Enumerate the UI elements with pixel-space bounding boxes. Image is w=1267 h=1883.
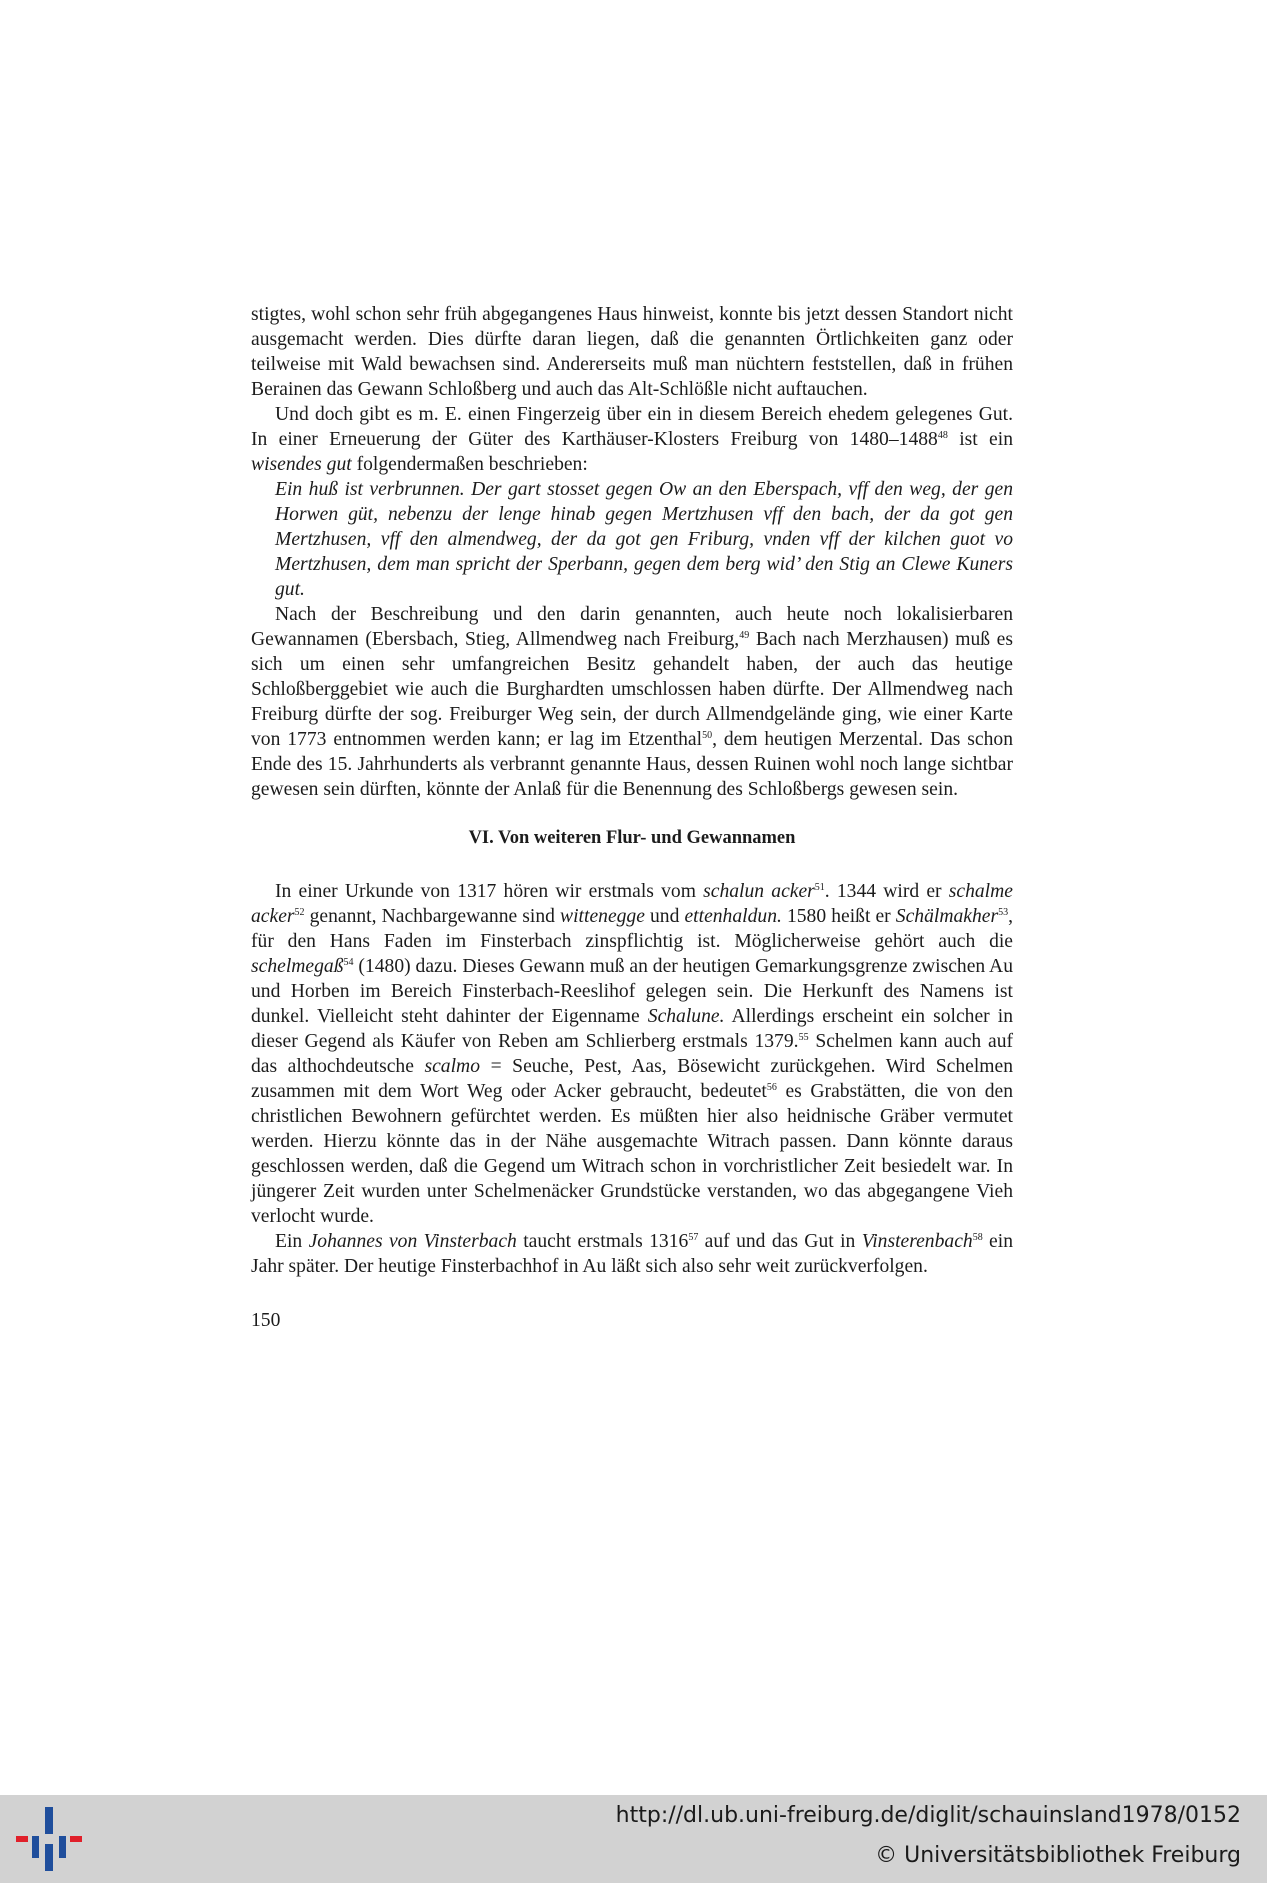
document-page	[251, 302, 1013, 1333]
paragraph-3: Nach der Beschreibung und den darin genannten, auch heute noch lokalisierbaren Gewannamen (Ebersbach, Stieg, Allmendweg nach Freiburg,$^{49}$ Bach nach Merzhausen) muß es sich um einen sehr umfangreichen Besitz gehandelt haben, der auch das heutige Schloßberggebiet wie auch die Burghardten umschlossen haben dürfte. Der Allmendweg nach Freiburg dürfte der sog. Freiburger Weg sein, der durch Allmendgelände ging, wie einer Karte von 1773 entnommen werden kann; er lag im Etzenthal$^{50}$, dem heutigen Merzental. Das schon Ende des 15. Jahrhunderts als verbrannt genannte Haus, dessen Ruinen wohl noch lange sichtbar gewesen sein dürften, könnte der Anlaß für die Benennung des Schloßbergs gewesen sein.	[251, 604, 1014, 800]
footnote-ref: 54	[343, 957, 354, 968]
footer-bar	[0, 1795, 1267, 1883]
quotation: Ein huß ist verbrunnen. Der gart stosset gegen Ow an den Eberspach, vff den weg, der gen Horwen güt, nebenzu der lenge hinab gegen Mertzhusen vff den bach, der da got gen Mertzhusen, vff den almendweg, der da got gen Friburg, vnden vff der kilchen guot vo Mertzhusen, dem man spricht der Sperbann, gegen dem berg wid’ den Stig an Clewe Kuners gut.	[275, 479, 1013, 600]
permalink-link[interactable]: http://dl.ub.uni-freiburg.de/diglit/schauinsland1978/0152	[615, 1803, 1241, 1828]
section-heading: VI. Von weiteren Flur- und Gewannamen	[468, 828, 796, 848]
footnote-ref: 58	[972, 1232, 983, 1243]
paragraph-1: stigtes, wohl schon sehr früh abgegangenes Haus hinweist, konnte bis jetzt dessen Standort nicht ausgemacht werden. Dies dürfte daran liegen, daß die genannten Örtlichkeiten ganz oder teilweise mit Wald bewachsen sind. Andererseits muß man nüchtern feststellen, daß in frühen Berainen das Gewann Schloßberg und auch das Alt-Schlößle nicht auftauchen.	[251, 304, 1013, 400]
footnote-ref: 51	[814, 882, 825, 893]
paragraph-2: Und doch gibt es m. E. einen Fingerzeig über ein in diesem Bereich ehedem gelegenes Gut. In einer Erneuerung der Güter des Karthäuser-Klosters Freiburg von 1480–1488$^{48}$ ist ein wisendes gut folgendermaßen beschrieben:	[251, 404, 1013, 475]
footnote-ref: 57	[688, 1232, 699, 1243]
library-logo-icon	[16, 1807, 82, 1871]
footnote-ref: 52	[294, 907, 305, 918]
paragraph-4: In einer Urkunde von 1317 hören wir erstmals vom schalun acker$^{51}$. 1344 wird er schalme acker$^{52}$ genannt, Nachbargewanne sind wittenegge und ettenhaldun. 1580 heißt er Schälmakher$^{53}$, für den Hans Faden im Finsterbach zinspflichtig ist. Möglicherweise gehört auch die schelmegaß$^{54}$ (1480) dazu. Dieses Gewann muß an der heutigen Gemarkungsgrenze zwischen Au und Horben im Bereich Finsterbach-Reeslihof gelegen sein. Die Herkunft des Namens ist dunkel. Vielleicht steht dahinter der Eigenname Schalune. Allerdings erscheint ein solcher in dieser Gegend als Käufer von Reben am Schlierberg erstmals 1379.55 Schelmen kann auch auf das althochdeutsche scalmo = Seuche, Pest, Aas, Bösewicht zurückgehen. Wird Schelmen zusammen mit dem Wort Weg oder Acker gebraucht, bedeutet$^{56}$ es Grabstätten, die von den christlichen Bewohnern gefürchtet werden. Es müßten hier also heidnische Gräber vermutet werden. Hierzu könnte das in der Nähe ausgemachte Witrach passen. Dann könnte daraus geschlossen werden, daß die Gegend um Witrach schon in vorchristlicher Zeit besiedelt war. In jüngerer Zeit wurden unter Schelmenäcker Grundstücke verstanden, wo das abgegangene Vieh verlocht wurde.	[251, 881, 1014, 1227]
copyright-text: © Universitätsbibliothek Freiburg	[875, 1843, 1241, 1868]
paragraph-5: Ein Johannes von Vinsterbach taucht erstmals 1316$^{57}$ auf und das Gut in Vinsterenbach$^{58}$ ein Jahr später. Der heutige Finsterbachhof in Au läßt sich also sehr weit zurückverfolgen.	[251, 1231, 1013, 1277]
footnote-ref: 49	[739, 630, 750, 641]
footnote-ref: 56	[766, 1082, 777, 1093]
footnote-ref: 55	[798, 1032, 809, 1043]
footnote-ref: 50	[702, 730, 713, 741]
footnote-ref: 48	[937, 430, 948, 441]
footnote-ref: 53	[998, 907, 1009, 918]
page-number: 150	[251, 1310, 281, 1331]
